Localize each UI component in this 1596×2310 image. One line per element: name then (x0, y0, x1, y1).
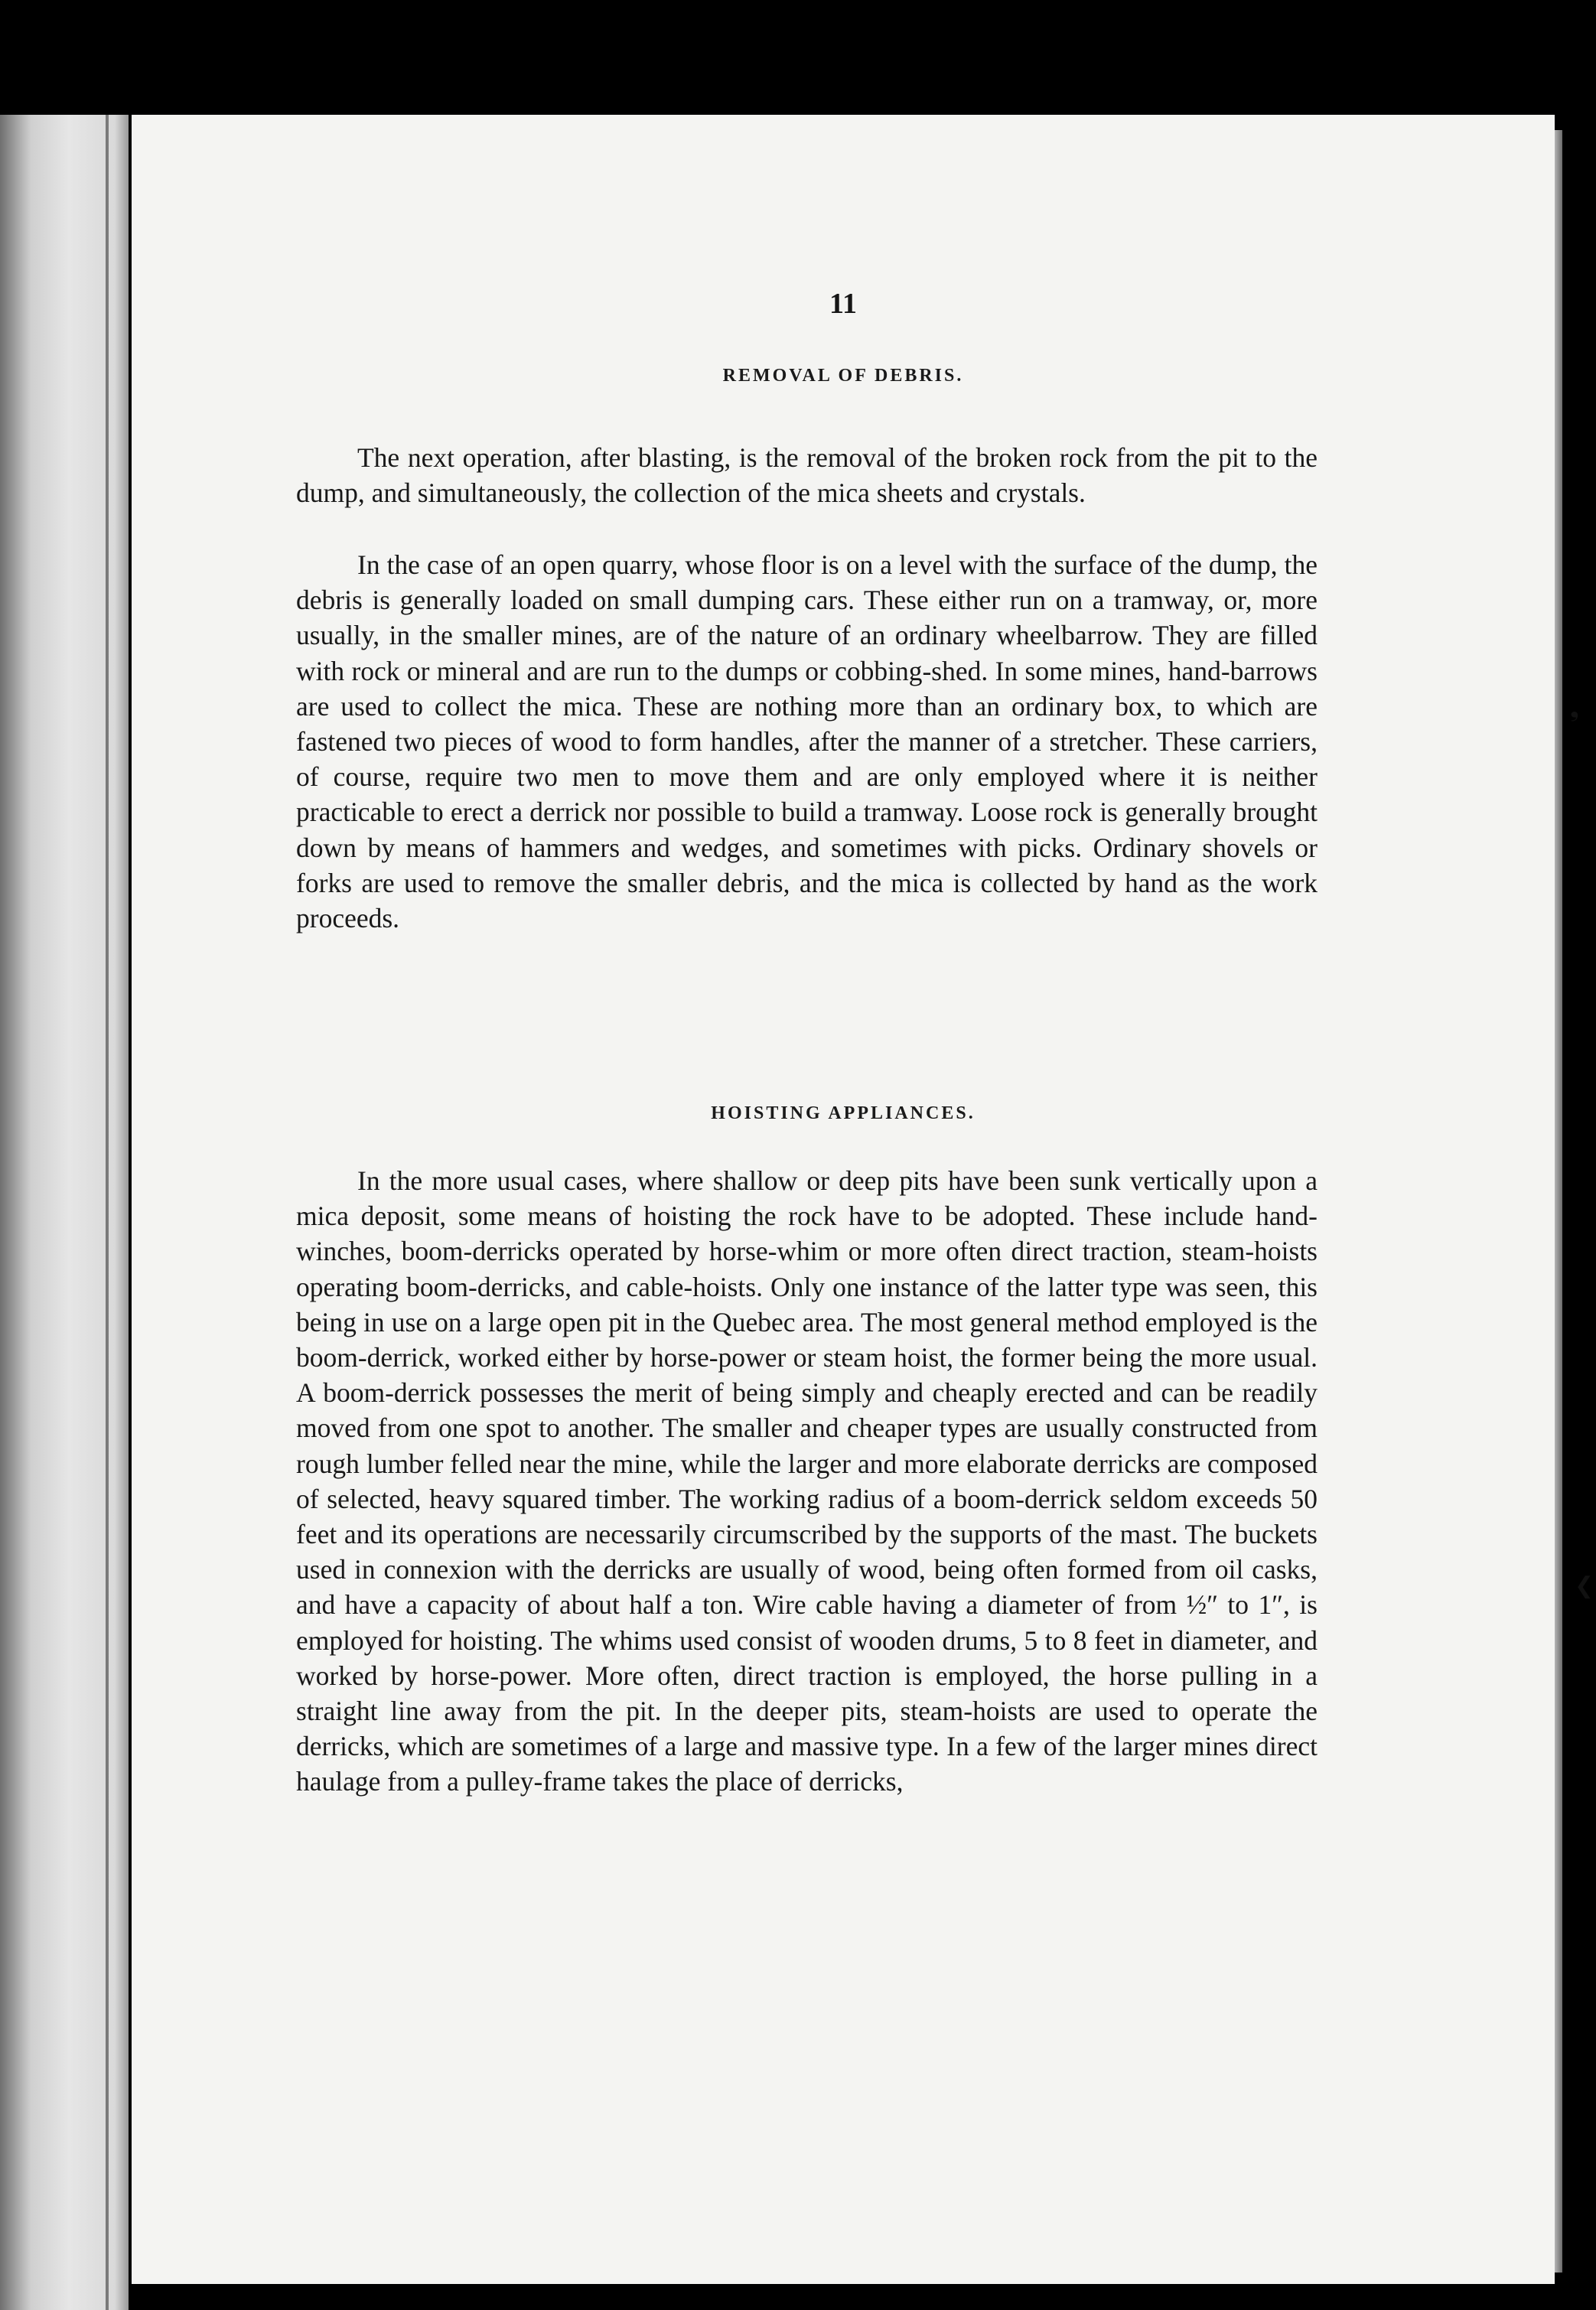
page-number: 11 (829, 288, 857, 320)
document-page (132, 115, 1555, 2284)
gutter-line (106, 115, 109, 2310)
section-heading-hoisting-appliances: HOISTING APPLIANCES. (711, 1103, 976, 1123)
paragraph-hoisting-details: In the more usual cases, where shallow or deep pits have been sunk vertically upon a mica deposit, some means of hoisting the rock have to be adopted. These include hand-winches, boom-derricks operated by horse-whim or more often direct traction, steam-hoists operating boom-derricks, and cable-hoists. Only one instance of the latter type was seen, this being in use on a large open pit in the Quebec area. The most general method employed is the boom-derrick, worked either by horse-power or steam hoist, the former being the more usual. A boom-derrick possesses the merit of being simply and cheaply erected and can be readily moved from one spot to another. The smaller and cheaper types are usually constructed from rough lumber felled near the mine, while the larger and more elaborate derricks are composed of selected, heavy squared timber. The working radius of a boom-derrick seldom exceeds 50 feet and its operations are necessarily circumscribed by the supports of the mast. The buckets used in connexion with the derricks are usually of wood, being often formed from oil casks, and have a capacity of about half a ton. Wire cable having a diameter of from ½″ to 1″, is employed for hoisting. The whims used consist of wooden drums, 5 to 8 feet in diameter, and worked by horse-power. More often, direct traction is employed, the horse pulling in a straight line away from the pit. In the deeper pits, steam-hoists are used to operate the derricks, which are sometimes of a large and massive type. In a few of the larger mines direct haulage from a pulley-frame takes the place of derricks, (296, 1165, 1318, 1797)
scan-artifact-mark: ❟ (1570, 696, 1579, 722)
paragraph-removal-details: In the case of an open quarry, whose floor is on a level with the surface of the dump, the debris is generally loaded on small dumping cars. These either run on a tramway, or, more usually, in the smaller mines, are of the nature of an ordinary wheelbarrow. They are filled with rock or mineral and are run to the dumps or cobbing-shed. In some mines, hand-barrows are used to collect the mica. These are nothing more than an ordinary box, to which are fastened two pieces of wood to form handles, after the manner of a stretcher. These carriers, of course, require two men to move them and are only employed where it is neither practicable to erect a derrick nor possible to build a tramway. Loose rock is generally brought down by means of hammers and wedges, and sometimes with picks. Ordinary shovels or forks are used to remove the smaller debris, and the mica is collected by hand as the work proceeds. (296, 549, 1318, 934)
facing-page-edge (0, 115, 129, 2310)
scan-artifact-mark: ❮ (1575, 1573, 1594, 1598)
section-heading-removal-of-debris: REMOVAL OF DEBRIS. (722, 366, 964, 386)
paragraph-removal-intro: The next operation, after blasting, is the removal of the broken rock from the pit to the dump, and simultaneously, the collection of the mica sheets and crystals. (296, 442, 1318, 509)
page-right-edge (1555, 130, 1562, 2273)
